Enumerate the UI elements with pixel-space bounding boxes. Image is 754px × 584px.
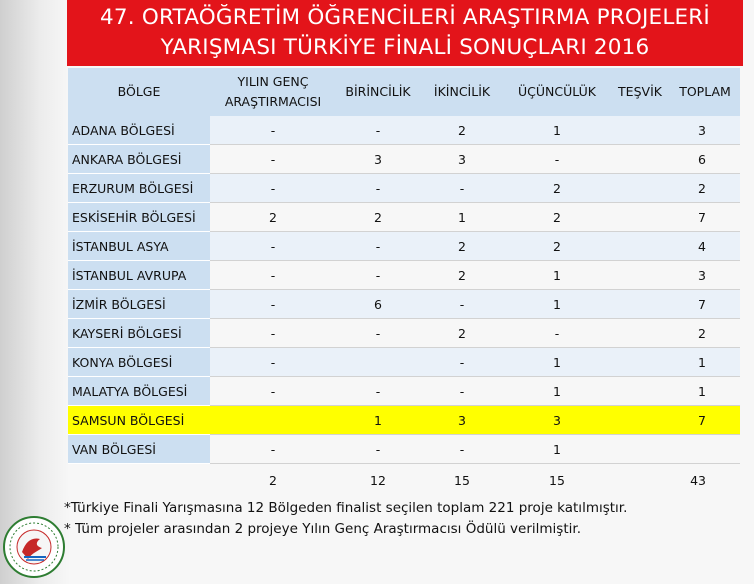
cell-second: -: [420, 348, 504, 377]
university-seal-icon: [2, 515, 66, 579]
cell-total: 7: [670, 203, 740, 232]
cell-incentive: [610, 377, 670, 406]
cell-first: -: [336, 435, 420, 464]
cell-third: 2: [504, 203, 610, 232]
cell-young-researcher: -: [210, 290, 336, 319]
cell-third: 2: [504, 174, 610, 203]
cell-total: 2: [670, 174, 740, 203]
cell-young-researcher: -: [210, 174, 336, 203]
cell-third: 2: [504, 232, 610, 261]
header-third: ÜÇÜNCÜLÜK: [504, 68, 610, 116]
total-incentive: [610, 464, 670, 497]
header-first: BİRİNCİLİK: [336, 68, 420, 116]
cell-total: 6: [670, 145, 740, 174]
cell-incentive: [610, 319, 670, 348]
total-third: 15: [504, 464, 610, 497]
header-young-line-1: YILIN GENÇ: [237, 74, 309, 89]
header-young-line-2: ARAŞTIRMACISI: [224, 94, 322, 109]
cell-third: 1: [504, 435, 610, 464]
cell-region: ADANA BÖLGESİ: [68, 116, 210, 145]
cell-second: -: [420, 377, 504, 406]
cell-total: 7: [670, 406, 740, 435]
cell-second: 1: [420, 203, 504, 232]
cell-second: 2: [420, 319, 504, 348]
total-second: 15: [420, 464, 504, 497]
results-table: [68, 68, 740, 496]
cell-young-researcher: -: [210, 348, 336, 377]
table-header-row: [68, 68, 740, 116]
cell-first: 3: [336, 145, 420, 174]
table-row: [68, 116, 740, 145]
total-first: 12: [336, 464, 420, 497]
header-young-researcher: [210, 68, 336, 116]
footnote-1: *Türkiye Finali Yarışmasına 12 Bölgeden finalist seçilen toplam 221 proje katılmıştır.: [64, 500, 628, 516]
cell-first: -: [336, 261, 420, 290]
cell-first: 1: [336, 406, 420, 435]
header-incentive: TEŞVİK: [610, 68, 670, 116]
cell-third: 1: [504, 116, 610, 145]
totals-row: [68, 464, 740, 497]
total-total: 43: [670, 464, 740, 497]
cell-region: İZMİR BÖLGESİ: [68, 290, 210, 319]
table-row: [68, 174, 740, 203]
cell-young-researcher: -: [210, 261, 336, 290]
cell-third: 1: [504, 290, 610, 319]
footnotes: [64, 498, 744, 540]
cell-second: -: [420, 174, 504, 203]
cell-incentive: [610, 145, 670, 174]
header-second: İKİNCİLİK: [420, 68, 504, 116]
cell-region: VAN BÖLGESİ: [68, 435, 210, 464]
cell-first: -: [336, 232, 420, 261]
table-row: [68, 348, 740, 377]
cell-region: İSTANBUL ASYA: [68, 232, 210, 261]
cell-third: -: [504, 145, 610, 174]
footnote-2: * Tüm projeler arasından 2 projeye Yılın Genç Araştırmacısı Ödülü verilmiştir.: [64, 521, 581, 537]
cell-first: -: [336, 174, 420, 203]
cell-region: KAYSERİ BÖLGESİ: [68, 319, 210, 348]
cell-region: KONYA BÖLGESİ: [68, 348, 210, 377]
cell-second: 2: [420, 261, 504, 290]
cell-young-researcher: -: [210, 116, 336, 145]
cell-region: MALATYA BÖLGESİ: [68, 377, 210, 406]
cell-young-researcher: [210, 406, 336, 435]
cell-total: [670, 435, 740, 464]
cell-region: ANKARA BÖLGESİ: [68, 145, 210, 174]
cell-total: 1: [670, 377, 740, 406]
cell-young-researcher: -: [210, 145, 336, 174]
cell-second: 3: [420, 406, 504, 435]
header-total: TOPLAM: [670, 68, 740, 116]
table-row: [68, 232, 740, 261]
cell-first: -: [336, 116, 420, 145]
cell-first: 6: [336, 290, 420, 319]
cell-incentive: [610, 203, 670, 232]
cell-first: -: [336, 319, 420, 348]
title-line-1: 47. ORTAÖĞRETİM ÖĞRENCİLERİ ARAŞTIRMA PROJELERİ: [100, 5, 710, 30]
cell-second: 2: [420, 232, 504, 261]
cell-second: -: [420, 290, 504, 319]
total-region: [68, 464, 210, 497]
total-young-researcher: 2: [210, 464, 336, 497]
cell-third: 1: [504, 261, 610, 290]
cell-region: ERZURUM BÖLGESİ: [68, 174, 210, 203]
cell-total: 3: [670, 261, 740, 290]
cell-total: 1: [670, 348, 740, 377]
page-title: [67, 0, 743, 66]
title-line-2: YARIŞMASI TÜRKİYE FİNALİ SONUÇLARI 2016: [160, 35, 650, 60]
cell-incentive: [610, 116, 670, 145]
cell-first: -: [336, 377, 420, 406]
cell-incentive: [610, 290, 670, 319]
table-row: [68, 377, 740, 406]
cell-third: 1: [504, 377, 610, 406]
cell-young-researcher: 2: [210, 203, 336, 232]
table-row: [68, 203, 740, 232]
cell-young-researcher: -: [210, 232, 336, 261]
cell-region: SAMSUN BÖLGESİ: [68, 406, 210, 435]
cell-third: 3: [504, 406, 610, 435]
cell-incentive: [610, 406, 670, 435]
cell-young-researcher: -: [210, 377, 336, 406]
cell-incentive: [610, 261, 670, 290]
cell-second: 2: [420, 116, 504, 145]
cell-region: İSTANBUL AVRUPA: [68, 261, 210, 290]
cell-third: 1: [504, 348, 610, 377]
cell-incentive: [610, 174, 670, 203]
cell-incentive: [610, 232, 670, 261]
cell-incentive: [610, 435, 670, 464]
cell-region: ESKİSEHİR BÖLGESİ: [68, 203, 210, 232]
table-row: [68, 435, 740, 464]
cell-total: 4: [670, 232, 740, 261]
cell-second: 3: [420, 145, 504, 174]
cell-first: [336, 348, 420, 377]
cell-third: -: [504, 319, 610, 348]
cell-total: 2: [670, 319, 740, 348]
header-region: BÖLGE: [68, 68, 210, 116]
cell-total: 7: [670, 290, 740, 319]
cell-young-researcher: -: [210, 435, 336, 464]
table-row: [68, 319, 740, 348]
cell-second: -: [420, 435, 504, 464]
cell-total: 3: [670, 116, 740, 145]
table-row: [68, 145, 740, 174]
table-row: [68, 290, 740, 319]
table-body: [68, 116, 740, 496]
cell-first: 2: [336, 203, 420, 232]
table-row: [68, 406, 740, 435]
table-row: [68, 261, 740, 290]
cell-young-researcher: -: [210, 319, 336, 348]
cell-incentive: [610, 348, 670, 377]
